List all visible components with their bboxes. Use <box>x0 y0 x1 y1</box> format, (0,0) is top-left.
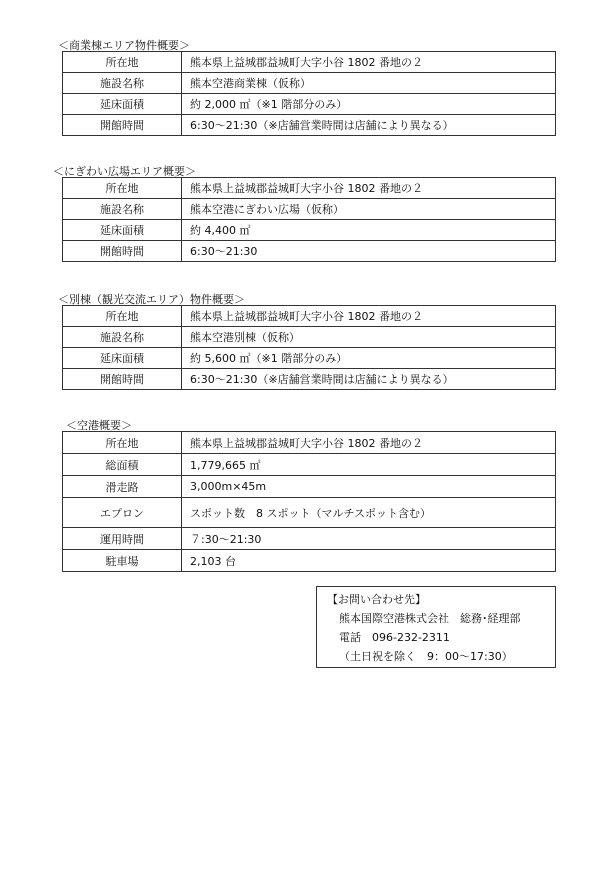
row-value: 熊本空港にぎわい広場（仮称） <box>182 199 556 220</box>
row-label: エプロン <box>63 498 182 528</box>
table-row <box>63 476 556 498</box>
table-row <box>63 73 556 94</box>
row-label: 開館時間 <box>63 241 182 262</box>
row-label: 所在地 <box>63 306 182 327</box>
row-label: 延床面積 <box>63 348 182 369</box>
table-row <box>63 220 556 241</box>
section-title-commercial: ＜商業棟エリア物件概要＞ <box>58 39 190 52</box>
row-value: 2,103 台 <box>182 550 556 572</box>
row-label: 所在地 <box>63 178 182 199</box>
table-row <box>63 369 556 390</box>
table-row <box>63 454 556 476</box>
table-row <box>63 432 556 454</box>
contact-heading: 【お問い合わせ先】 <box>327 593 426 606</box>
row-value: 約 2,000 ㎡（※1 階部分のみ） <box>182 94 556 115</box>
table-row <box>63 348 556 369</box>
table-row <box>63 528 556 550</box>
row-value: 熊本県上益城郡益城町大字小谷 1802 番地の２ <box>182 52 556 73</box>
row-value: 熊本空港別棟（仮称） <box>182 327 556 348</box>
table-row <box>63 498 556 528</box>
airport-table <box>62 431 556 572</box>
row-label: 駐車場 <box>63 550 182 572</box>
table-row <box>63 178 556 199</box>
row-value: 熊本空港商業棟（仮称） <box>182 73 556 94</box>
row-value: 約 5,600 ㎡（※1 階部分のみ） <box>182 348 556 369</box>
row-value: 熊本県上益城郡益城町大字小谷 1802 番地の２ <box>182 178 556 199</box>
row-value: 熊本県上益城郡益城町大字小谷 1802 番地の２ <box>182 432 556 454</box>
row-value: 約 4,400 ㎡ <box>182 220 556 241</box>
table-row <box>63 199 556 220</box>
table-row <box>63 306 556 327</box>
contact-company: 熊本国際空港株式会社 総務･経理部 <box>339 612 521 625</box>
row-value: 6:30～21:30（※店舗営業時間は店舗により異なる） <box>182 369 556 390</box>
section-title-annex: ＜別棟（観光交流エリア）物件概要＞ <box>58 293 245 306</box>
row-label: 運用時間 <box>63 528 182 550</box>
row-value: 6:30～21:30 <box>182 241 556 262</box>
row-label: 延床面積 <box>63 220 182 241</box>
plaza-table <box>62 177 556 262</box>
row-label: 所在地 <box>63 432 182 454</box>
annex-table <box>62 305 556 390</box>
row-value: 6:30～21:30（※店舗営業時間は店舗により異なる） <box>182 115 556 136</box>
row-label: 滑走路 <box>63 476 182 498</box>
row-label: 開館時間 <box>63 369 182 390</box>
row-label: 延床面積 <box>63 94 182 115</box>
section-title-airport: ＜空港概要＞ <box>66 419 132 432</box>
row-value: 3,000m×45m <box>182 476 556 498</box>
table-row <box>63 115 556 136</box>
contact-box <box>316 586 556 668</box>
row-label: 所在地 <box>63 52 182 73</box>
section-title-plaza: ＜にぎわい広場エリア概要＞ <box>53 165 196 178</box>
table-row <box>63 94 556 115</box>
row-label: 総面積 <box>63 454 182 476</box>
contact-hours: （土日祝を除く 9：00～17:30） <box>339 650 513 663</box>
table-row <box>63 241 556 262</box>
row-value: スポット数 8 スポット（マルチスポット含む） <box>182 498 556 528</box>
row-label: 施設名称 <box>63 199 182 220</box>
table-row <box>63 327 556 348</box>
row-label: 開館時間 <box>63 115 182 136</box>
contact-phone: 電話 096-232-2311 <box>339 631 450 644</box>
table-row <box>63 52 556 73</box>
row-value: 熊本県上益城郡益城町大字小谷 1802 番地の２ <box>182 306 556 327</box>
row-label: 施設名称 <box>63 73 182 94</box>
commercial-building-table <box>62 51 556 136</box>
row-value: ７:30～21:30 <box>182 528 556 550</box>
table-row <box>63 550 556 572</box>
row-value: 1,779,665 ㎡ <box>182 454 556 476</box>
row-label: 施設名称 <box>63 327 182 348</box>
